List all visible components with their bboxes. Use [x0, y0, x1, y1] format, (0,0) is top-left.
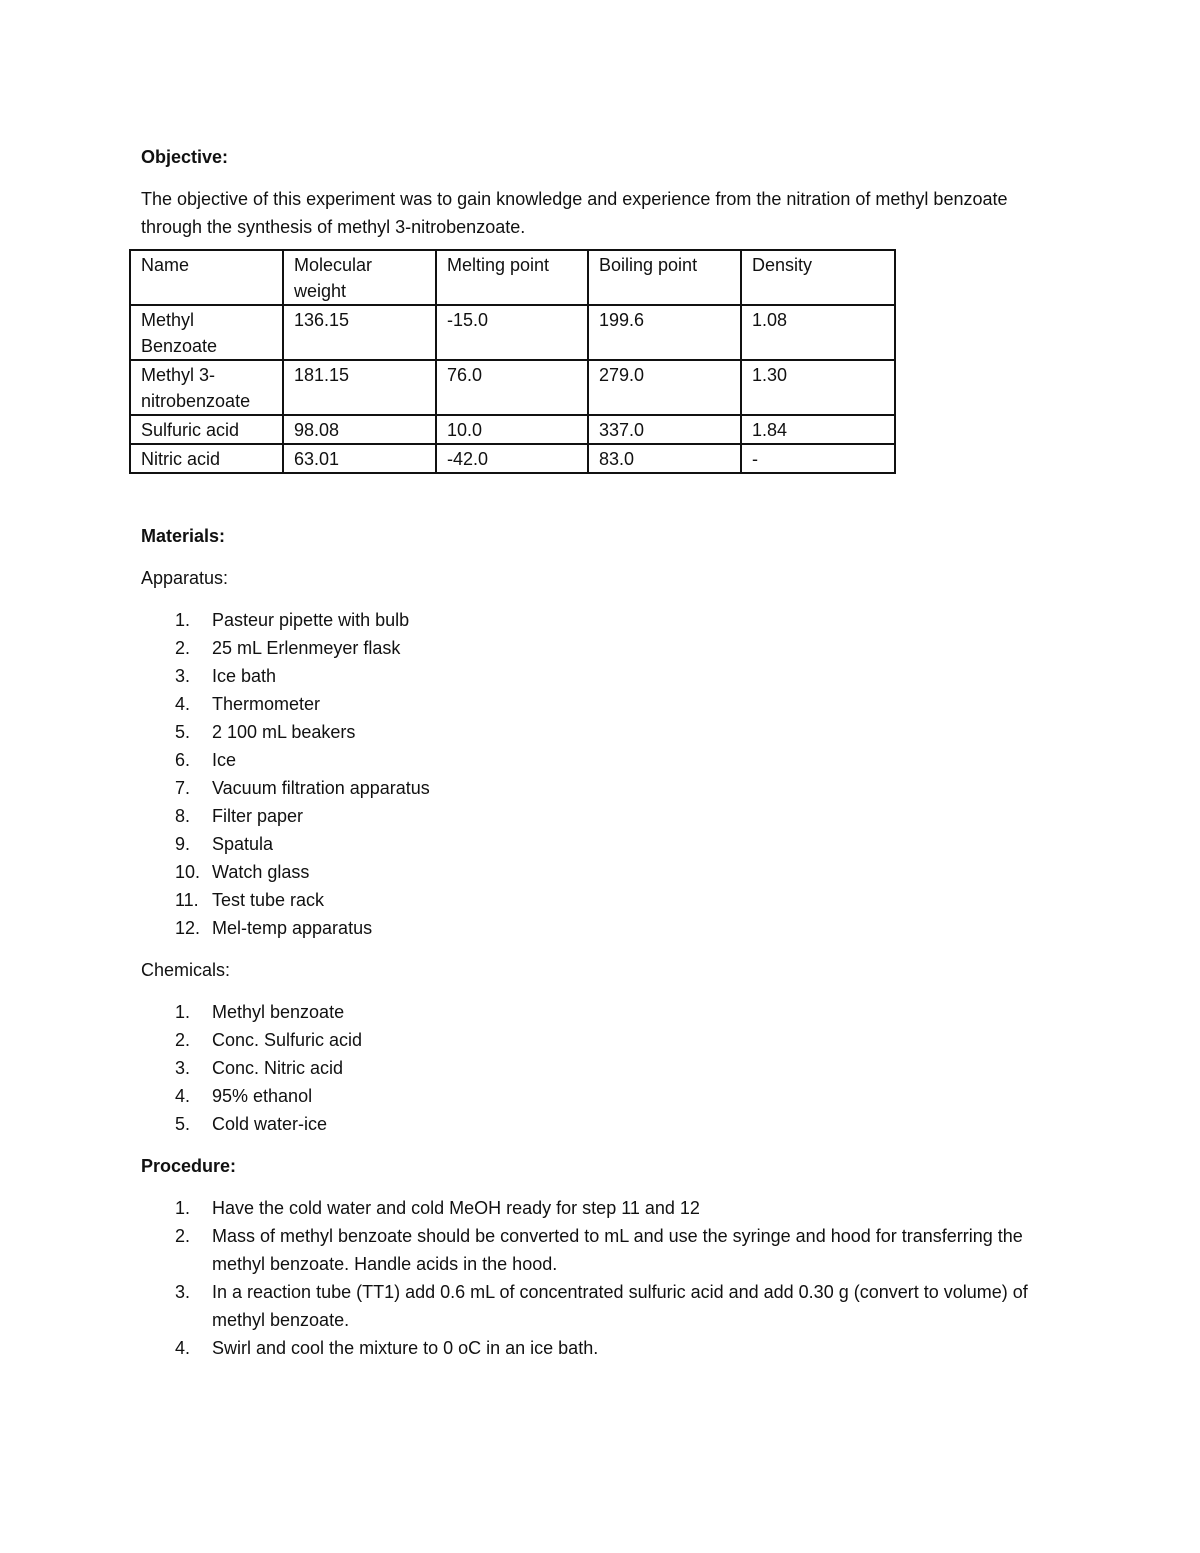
spacer	[141, 984, 1060, 998]
table-header-cell: Boiling point	[588, 250, 741, 305]
list-item-text: Have the cold water and cold MeOH ready for step 11 and 12	[212, 1198, 700, 1218]
list-item-text: Cold water-ice	[212, 1114, 328, 1134]
list-item-text: Test tube rack	[212, 890, 325, 910]
list-item	[141, 858, 1060, 886]
table-cell: -15.0	[436, 305, 588, 360]
list-item-number: 5.	[175, 1114, 191, 1134]
table-header-cell: Name	[130, 250, 283, 305]
spacer	[141, 1138, 1060, 1152]
list-item-text: 95% ethanol	[212, 1086, 313, 1106]
list-item	[141, 746, 1060, 774]
table-cell: 181.15	[283, 360, 436, 415]
table-row	[130, 305, 895, 360]
table-cell: 1.08	[741, 305, 895, 360]
objective-text: The objective of this experiment was to gain knowledge and experience from the nitration of methyl benzoate through the synthesis of methyl 3-nitrobenzoate.	[141, 189, 1008, 237]
list-item-number: 1.	[175, 1002, 191, 1022]
table-header-cell: Density	[741, 250, 895, 305]
list-item-number: 3.	[175, 1282, 191, 1302]
list-item-number: 1.	[175, 1198, 191, 1218]
table-cell: Sulfuric acid	[130, 415, 283, 444]
table-cell: 337.0	[588, 415, 741, 444]
list-item-text: Filter paper	[212, 806, 304, 826]
list-item	[141, 830, 1060, 858]
list-item	[141, 1082, 1060, 1110]
list-item-number: 5.	[175, 722, 191, 742]
list-item-number: 3.	[175, 1058, 191, 1078]
list-item	[141, 606, 1060, 634]
list-item	[141, 802, 1060, 830]
spacer	[141, 550, 1060, 564]
list-item-text: Conc. Sulfuric acid	[212, 1030, 363, 1050]
list-item-number: 10.	[175, 862, 201, 882]
list-item-number: 2.	[175, 1226, 191, 1246]
table-row	[130, 415, 895, 444]
spacer	[141, 241, 1060, 249]
table-cell: 1.84	[741, 415, 895, 444]
apparatus-list	[141, 606, 1060, 942]
spacer	[141, 942, 1060, 956]
list-item-text: Ice	[212, 750, 237, 770]
list-item	[141, 1278, 1060, 1334]
table-cell: Methyl Benzoate	[130, 305, 283, 360]
list-item-text: 25 mL Erlenmeyer flask	[212, 638, 401, 658]
list-item-text: Vacuum filtration apparatus	[212, 778, 430, 798]
list-item	[141, 886, 1060, 914]
list-item-number: 4.	[175, 1086, 191, 1106]
list-item-text: Ice bath	[212, 666, 277, 686]
list-item	[141, 634, 1060, 662]
spacer	[141, 171, 1060, 185]
list-item-number: 9.	[175, 834, 191, 854]
list-item	[141, 998, 1060, 1026]
table-cell: 1.30	[741, 360, 895, 415]
list-item-text: Mel-temp apparatus	[212, 918, 373, 938]
list-item-text: Thermometer	[212, 694, 321, 714]
list-item-text: Mass of methyl benzoate should be converted to mL and use the syringe and hood for transferring the methyl benzoate. Handle acids in the hood.	[212, 1226, 1023, 1274]
list-item	[141, 1054, 1060, 1082]
list-item-text: In a reaction tube (TT1) add 0.6 mL of concentrated sulfuric acid and add 0.30 g (convert to volume) of methyl benzoate.	[212, 1282, 1028, 1330]
table-row	[130, 360, 895, 415]
list-item-text: Conc. Nitric acid	[212, 1058, 344, 1078]
list-item-number: 12.	[175, 918, 201, 938]
list-item	[141, 1026, 1060, 1054]
list-item	[141, 914, 1060, 942]
table-cell: 10.0	[436, 415, 588, 444]
table-cell: 98.08	[283, 415, 436, 444]
table-row	[130, 444, 895, 473]
list-item-text: Methyl benzoate	[212, 1002, 345, 1022]
table-header-row	[130, 250, 895, 305]
list-item-number: 6.	[175, 750, 191, 770]
table-cell: -	[741, 444, 895, 473]
list-item-number: 2.	[175, 638, 191, 658]
spacer	[141, 474, 1060, 522]
list-item-text: Spatula	[212, 834, 274, 854]
table-cell: 76.0	[436, 360, 588, 415]
spacer	[141, 592, 1060, 606]
table-cell: Methyl 3-nitrobenzoate	[130, 360, 283, 415]
list-item	[141, 718, 1060, 746]
objective-heading: Objective:	[141, 147, 229, 167]
table-cell: 83.0	[588, 444, 741, 473]
list-item-number: 11.	[175, 890, 199, 910]
list-item-text: Swirl and cool the mixture to 0 oC in an ice bath.	[212, 1338, 599, 1358]
list-item	[141, 662, 1060, 690]
properties-table	[129, 249, 896, 474]
list-item-text: 2 100 mL beakers	[212, 722, 356, 742]
table-header-cell: Molecular weight	[283, 250, 436, 305]
table-cell: 136.15	[283, 305, 436, 360]
list-item-number: 3.	[175, 666, 191, 686]
list-item-text: Pasteur pipette with bulb	[212, 610, 410, 630]
list-item	[141, 690, 1060, 718]
chemicals-list	[141, 998, 1060, 1138]
list-item-number: 8.	[175, 806, 191, 826]
table-cell: 279.0	[588, 360, 741, 415]
list-item	[141, 1334, 1060, 1362]
list-item-number: 4.	[175, 694, 191, 714]
list-item-number: 2.	[175, 1030, 191, 1050]
list-item	[141, 1110, 1060, 1138]
table-header-cell: Melting point	[436, 250, 588, 305]
procedure-heading: Procedure:	[141, 1156, 237, 1176]
apparatus-label: Apparatus:	[141, 568, 229, 588]
procedure-list	[141, 1194, 1060, 1362]
list-item-number: 4.	[175, 1338, 191, 1358]
list-item	[141, 1222, 1060, 1278]
chemicals-label: Chemicals:	[141, 960, 231, 980]
list-item-text: Watch glass	[212, 862, 310, 882]
list-item-number: 7.	[175, 778, 191, 798]
table-cell: Nitric acid	[130, 444, 283, 473]
table-cell: 63.01	[283, 444, 436, 473]
list-item-number: 1.	[175, 610, 191, 630]
materials-heading: Materials:	[141, 526, 226, 546]
spacer	[141, 1180, 1060, 1194]
table-cell: -42.0	[436, 444, 588, 473]
table-cell: 199.6	[588, 305, 741, 360]
list-item	[141, 774, 1060, 802]
list-item	[141, 1194, 1060, 1222]
